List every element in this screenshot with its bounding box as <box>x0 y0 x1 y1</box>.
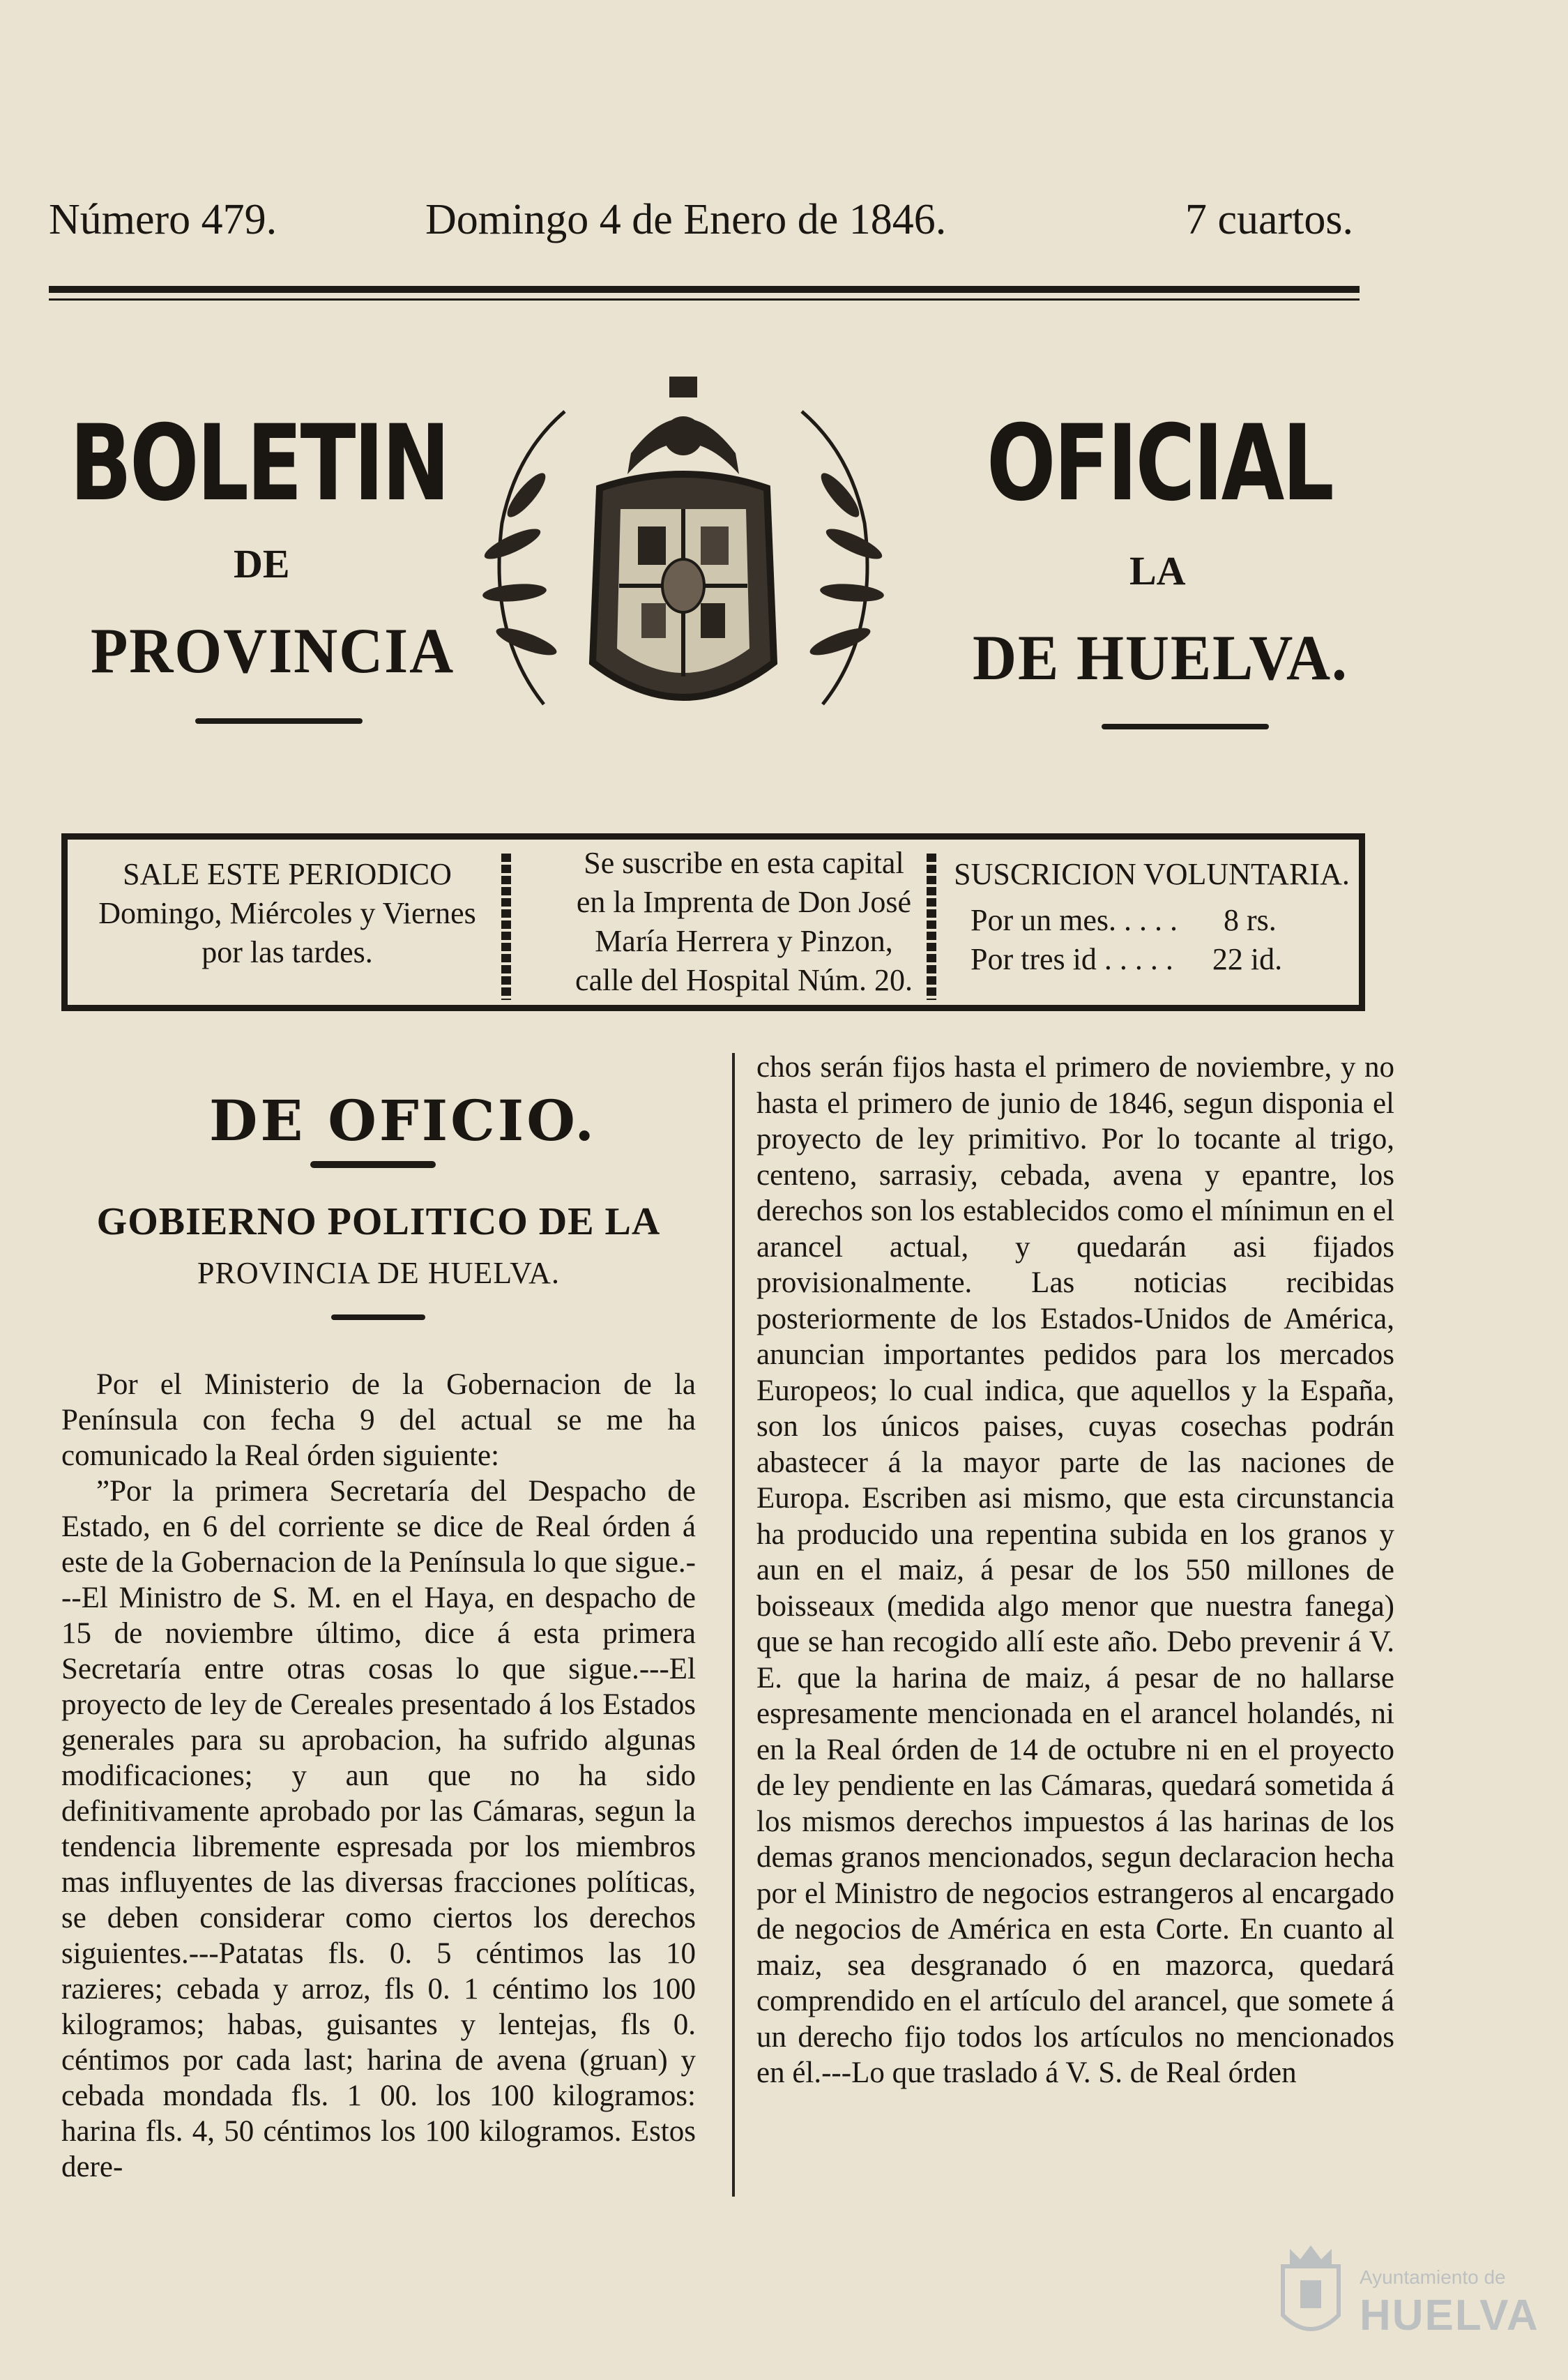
masthead-provincia: PROVINCIA <box>91 615 455 686</box>
masthead-oficial: OFICIAL <box>987 403 1332 524</box>
info-subscribe-line-1: Se suscribe en esta capital <box>584 846 904 880</box>
left-paragraph-1: Por el Ministerio de la Gobernacion de la Península con fecha 9 del actual se me ha comunicado la Real órden siguiente: <box>61 1368 696 1472</box>
masthead-de-huelva: DE HUELVA. <box>973 622 1348 693</box>
section-title: DE OFICIO. <box>209 1088 597 1153</box>
issue-date: Domingo 4 de Enero de 1846. <box>425 196 947 243</box>
watermark-line-2: HUELVA <box>1360 2291 1539 2340</box>
issue-price: 7 cuartos. <box>1185 196 1354 243</box>
left-paragraph-2: ”Por la primera Secretaría del Despacho de Estado, en 6 del corriente se dice de Real órden á este de la Gobernacion de la Península lo que sigue.---El Ministro de S. M. en el Haya, en despacho de 15 de noviembre último, dice á esta primera Secretaría entre otras cosas lo que sigue.---El proyecto de ley de Cereales presentado á los Estados generales para su aprobacion, ha sufrido algunas modificaciones; y aun que no ha sido definitivamente aprobado por las Cámaras, segun la tendencia libremente espresada por los miembros mas influyentes de las diversas fracciones políticas, se deben considerar como ciertos los derechos siguientes.---Patatas fls. 0. 5 céntimos las 10 razieres; cebada y arroz, fls 0. 1 céntimo los 100 kilogramos; habas, guisantes y lentejas, fls 0. céntimos por cada last; harina de avena (gruan) y cebada mondada fls. 1 00. los 100 kilogramos: harina fls. 4, 50 céntimos los 100 kilogramos. Estos dere- <box>61 1475 696 2183</box>
info-schedule-days: Domingo, Miércoles y Viernes <box>98 896 476 930</box>
masthead-boletin: BOLETIN <box>70 403 448 524</box>
ornament-left <box>195 718 363 724</box>
info-schedule <box>68 840 507 1020</box>
info-separator-1 <box>501 854 511 1000</box>
masthead-de: DE <box>234 541 290 586</box>
info-price-row-1 <box>971 901 1364 940</box>
watermark-line-1: Ayuntamiento de <box>1360 2266 1506 2288</box>
masthead-la: LA <box>1129 548 1186 593</box>
info-subscribe <box>514 840 974 1009</box>
gobierno-rule <box>331 1314 425 1320</box>
price-label-month: Por un mes. . . . . <box>971 903 1178 937</box>
info-schedule-time: por las tardes. <box>201 935 373 969</box>
issue-number: Número 479. <box>49 196 277 243</box>
subscription-info-box <box>61 833 1365 1011</box>
gobierno-title: GOBIERNO POLITICO DE LA <box>96 1200 661 1243</box>
info-prices <box>939 840 1364 1020</box>
info-subscribe-line-3: María Herrera y Pinzon, <box>595 924 893 958</box>
column-divider <box>732 1053 735 2197</box>
info-schedule-title: SALE ESTE PERIODICO <box>123 857 452 891</box>
header-rule-thin <box>49 298 1360 301</box>
info-prices-title: SUSCRICION VOLUNTARIA. <box>954 857 1350 891</box>
huelva-crest-icon <box>1276 2238 1346 2343</box>
info-separator-2 <box>927 854 936 1000</box>
gobierno-subtitle: PROVINCIA DE HUELVA. <box>197 1256 560 1290</box>
right-column <box>756 1049 1394 2091</box>
price-value-three: 22 id. <box>1212 942 1283 976</box>
info-subscribe-line-4: calle del Hospital Núm. 20. <box>575 963 913 997</box>
left-column <box>61 1367 696 2185</box>
info-price-row-2 <box>971 940 1364 979</box>
ayuntamiento-watermark <box>1276 2238 1539 2357</box>
ornament-right <box>1102 724 1269 729</box>
section-title-rule <box>310 1161 436 1168</box>
right-paragraph-1: chos serán fijos hasta el primero de noviembre, y no hasta el primero de junio de 1846, segun disponia el proyecto de ley primitivo. Por lo tocante al trigo, centeno, sarrasiy, cebada, avena y epantre, los derechos son los establecidos como el mínimun en el arancel actual, y quedarán asi fijados provisionalmente. Las noticias recibidas posteriormente de los Estados-Unidos de América, anuncian importantes pedidos para los mercados Europeos; lo cual indica, que aquellos y la España, son los únicos paises, cuyas cosechas podrán abastecer á la mayor parte de las naciones de Europa. Escriben asi mismo, que esta circunstancia ha producido una repentina subida en los granos y aun en el maiz, á pesar de los 550 millones de boisseaux (medida algo menor que nuestra fanega) que se han recogido allí este año. Debo prevenir á V. E. que la harina de maiz, á pesar de no hallarse espresamente mencionada en el arancel holandés, ni en la Real órden de 14 de octubre ni en el proyecto de ley pendiente en las Cámaras, quedará sometida á los mismos derechos impuestos á las harinas de los demas granos mencionados, segun declaracion hecha por el Ministro de negocios estrangeros al encargado de negocios de América en esta Corte. En cuanto al maiz, sea desgranado ó en mazorca, quedará comprendido en el artículo del arancel, que somete á un derecho fijo todos los artículos no mencionados en él.---Lo que traslado á V. S. de Real órden <box>756 1051 1394 2089</box>
header-rule-thick <box>49 286 1360 293</box>
coat-of-arms-icon <box>460 370 906 760</box>
price-label-three: Por tres id . . . . . <box>971 942 1173 976</box>
price-value-month: 8 rs. <box>1224 903 1277 937</box>
info-subscribe-line-2: en la Imprenta de Don José <box>576 885 912 919</box>
